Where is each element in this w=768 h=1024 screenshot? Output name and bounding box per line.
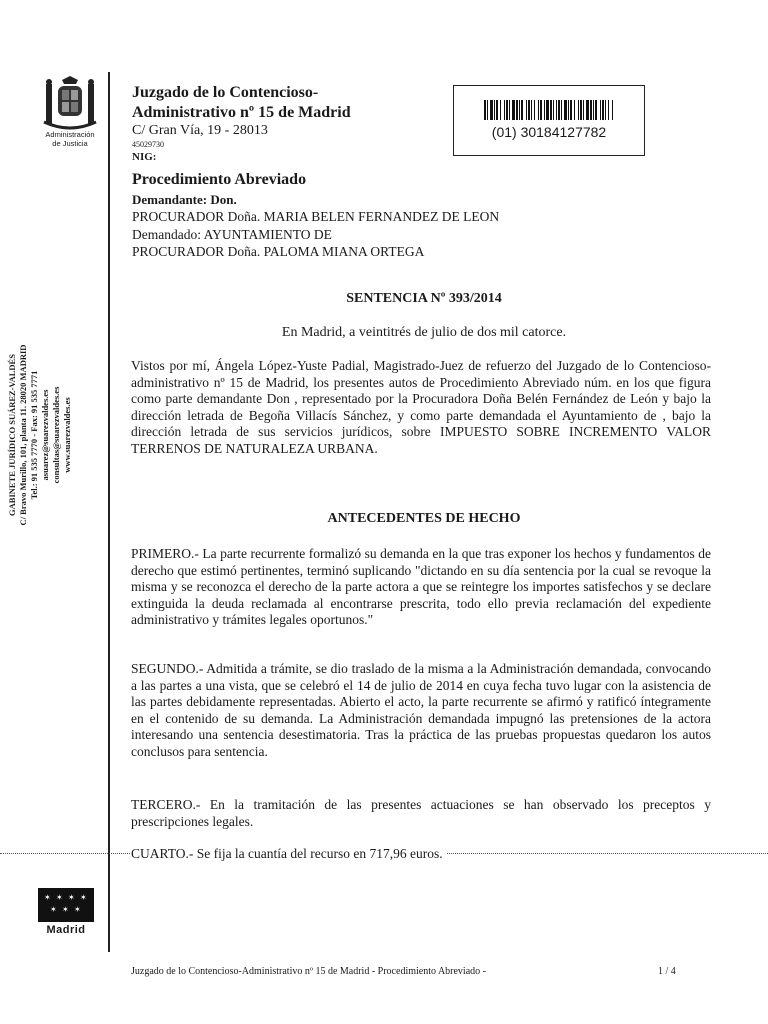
intro-paragraph: Vistos por mí, Ángela López-Yuste Padial, Magistrado-Juez de refuerzo del Juzgado de lo Contencioso-administrativo nº 15 de Madrid, los presentes autos de Procedimiento Abreviado núm. en los que figura como parte demandante Don , representado por la Procuradora Doña Belén Fernández de León y bajo la dirección letrada de Begoña Villacís Sánchez, y como parte demandada el Ayuntamiento de , bajo la dirección letrada de sus servicios jurídicos, sobre IMPUESTO SOBRE INCREMENTO VALOR TERRENOS DE NATURALEZA URBANA. xyxy=(131,358,711,456)
barcode-icon xyxy=(484,100,614,120)
emblem-caption-line1: Administración xyxy=(45,130,95,139)
court-address: C/ Gran Vía, 19 - 28013 xyxy=(132,123,268,138)
side-stamp-line3: Tel.: 91 535 7770 - Fax: 91 535 7771 xyxy=(29,370,39,500)
court-code: 45029730 xyxy=(132,140,164,149)
madrid-stars-flag-icon: ✶ ✶ ✶ ✶ ✶ ✶ ✶ xyxy=(38,888,94,922)
paragraph-tercero: TERCERO.- En la tramitación de las presentes actuaciones se han observado los preceptos y prescripciones legales. xyxy=(131,797,711,829)
emblem-caption-line2: de Justicia xyxy=(52,139,88,148)
barcode-number: (01) 30184127782 xyxy=(491,124,607,140)
coat-of-arms-icon xyxy=(40,74,100,134)
barcode-box xyxy=(453,85,645,156)
page-number: 1 / 4 xyxy=(658,966,676,977)
side-stamp-line5: consultas@suarezvaldes.es xyxy=(51,386,61,484)
paragraph-segundo: SEGUNDO.- Admitida a trámite, se dio traslado de la misma a la Administración demandada, convocando a las partes a una vista, que se celebró el 14 de julio de 2014 en cuya fecha tuvo lugar con la asistencia de las partes debidamente representadas. Abierto el acto, la parte recurrente se afirmó y ratificó íntegramente en el contenido de su demanda. La Administración demandada impugnó las pretensiones de la actora interesando una sentencia desestimatoria. Tras la práctica de las pruebas propuestas quedaron los autos conclusos para sentencia. xyxy=(131,661,711,759)
emblem-caption xyxy=(30,130,110,148)
defendant-attorney: PROCURADOR Doña. PALOMA MIANA ORTEGA xyxy=(132,244,425,259)
side-stamp-line6: www.suarezvaldes.es xyxy=(62,397,72,473)
paragraph-cuarto: CUARTO.- Se fija la cuantía del recurso en 717,96 euros. xyxy=(131,846,447,862)
side-stamp-line4: asuarez@suarezvaldes.es xyxy=(40,389,50,481)
court-name-line2: Administrativo nº 15 de Madrid xyxy=(132,104,351,121)
side-stamp-line2: C/ Bravo Murillo, 101, planta 11. 28020 MADRID xyxy=(18,344,28,526)
defendant-line: Demandado: AYUNTAMIENTO DE xyxy=(132,227,332,242)
nig-label: NIG: xyxy=(132,151,157,163)
sentence-title: SENTENCIA Nº 393/2014 xyxy=(346,291,502,306)
side-stamp-line1: GABINETE JURÍDICO SUÁREZ-VALDÉS xyxy=(7,354,17,516)
footer-text: Juzgado de lo Contencioso-Administrativo nº 15 de Madrid - Procedimiento Abreviado - xyxy=(131,966,486,977)
date-line: En Madrid, a veintitrés de julio de dos mil catorce. xyxy=(281,325,567,340)
madrid-logo-label: Madrid xyxy=(46,924,86,936)
court-name-line1: Juzgado de lo Contencioso- xyxy=(132,84,319,101)
procedure-title: Procedimiento Abreviado xyxy=(132,171,307,188)
section-title: ANTECEDENTES DE HECHO xyxy=(327,511,521,526)
plaintiff-attorney: PROCURADOR Doña. MARIA BELEN FERNANDEZ DE LEON xyxy=(132,209,500,224)
plaintiff-line xyxy=(132,192,237,208)
plaintiff-text: Demandante: Don. xyxy=(132,192,237,207)
paragraph-primero: PRIMERO.- La parte recurrente formalizó su demanda en la que tras exponer los hechos y fundamentos de derecho que estimó pertinentes, terminó suplicando "dictando en su día sentencia por la cual se revoque la misma y se reconozca el derecho de la parte actora a que se reintegre los importes satisfechos y se declare extinguida la deuda reclamada al encontrarse prescrita, todo ello previa reclamación del expediente administrativo y trámites legales oportunos." xyxy=(131,546,711,627)
